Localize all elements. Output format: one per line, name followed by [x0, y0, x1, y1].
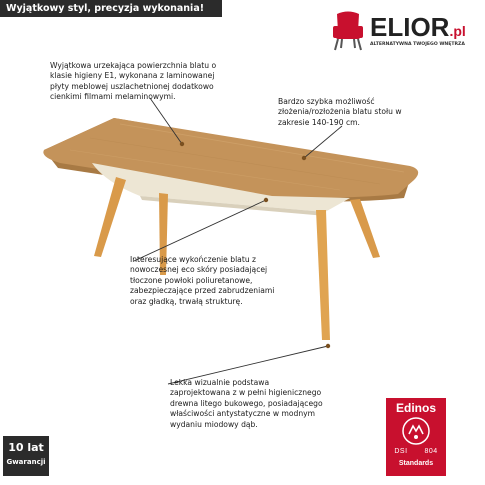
callout-top-surface: Wyjątkowa urzekająca powierzchnia blatu o klasie higieny E1, wykonana z laminowanej płyty meblowej uszlachetnionej dodatkowo cienkimi filmami melaminowymi.: [50, 61, 217, 102]
banner-text: Wyjątkowy styl, precyzja wykonania!: [6, 3, 205, 14]
callout-extension: Bardzo szybka możliwość złożenia/rozłożenia blatu stołu w zakresie 140-190 cm.: [278, 97, 402, 127]
logo-tagline: ALTERNATYWNA TWOJEGO WNĘTRZA: [370, 42, 465, 47]
badge-std-left: DSI: [394, 448, 408, 455]
logo-domain-suffix: .pl: [449, 23, 466, 39]
logo-brand-text: ELIOR: [370, 12, 450, 42]
warranty-years: 10 lat: [8, 441, 44, 454]
badge-caption: Standards: [398, 460, 434, 467]
warranty-label: Gwarancji: [6, 458, 46, 466]
callout-eco-leather: Interesujące wykończenie blatu z nowoczesnej eco skóry posiadającej tłoczone powłoki poliuretanowe, zabezpieczające przed zabrudzeniami oraz gładką, trwałą strukturę.: [130, 255, 275, 306]
callout-base: Lekka wizualnie podstawa zaprojektowana z w pełni higienicznego drewna litego bukowego, posiadającego właściwości antystatyczne w modnym wydaniu miodowy dąb.: [170, 378, 323, 429]
emblem-icon: [401, 416, 431, 446]
badge-standard-code: [386, 448, 446, 455]
badge-brand: Edinos: [395, 401, 436, 415]
warranty-badge: [3, 436, 49, 476]
edinos-standards-badge: [386, 398, 446, 476]
badge-std-right: 804: [424, 448, 438, 455]
